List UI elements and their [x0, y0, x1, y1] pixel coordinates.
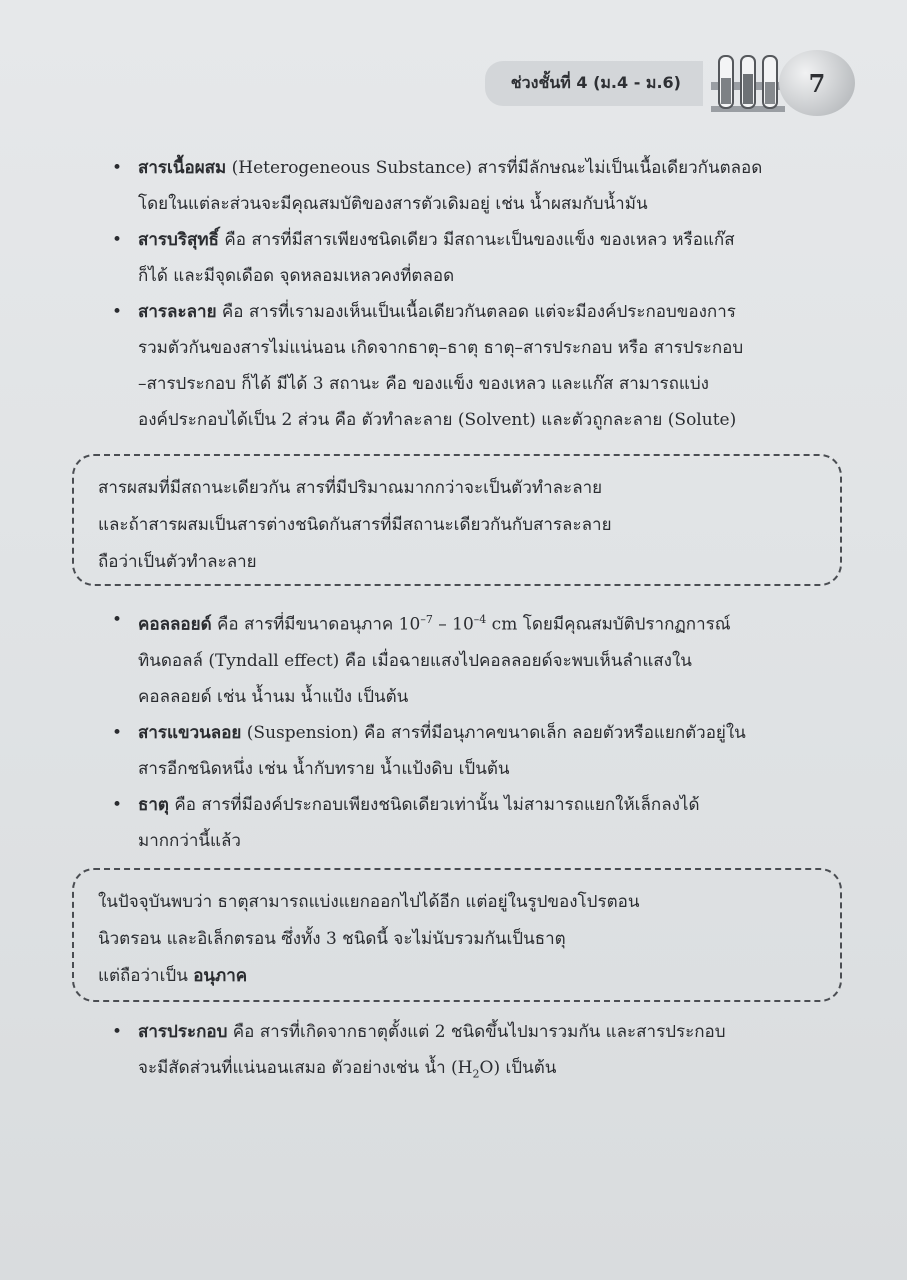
bullet-icon: • [112, 610, 123, 630]
bullet-icon: • [112, 722, 123, 743]
list-item [112, 715, 852, 787]
exponent: –7 [420, 613, 433, 626]
bullet-icon: • [112, 230, 123, 250]
list-item [112, 1014, 852, 1092]
note-text: และถ้าสารผสมเป็นสารต่างชนิดกันสารที่มีสถานะเดียวกันกับสารละลาย [98, 515, 612, 535]
item-text: –สารประกอบ ก็ได้ มีได้ 3 สถานะ คือ ของแข็ง ของเหลว และแก๊ส สามารถแบ่ง [138, 374, 709, 394]
term: สารประกอบ [138, 1022, 228, 1042]
item-text: โดยในแต่ละส่วนจะมีคุณสมบัติของสารตัวเดิมอยู่ เช่น น้ำผสมกับน้ำมัน [138, 194, 648, 214]
item-text: สารอีกชนิดหนึ่ง เช่น น้ำกับทราย น้ำแป้งดิบ เป็นต้น [138, 758, 510, 779]
item-text: คือ สารที่มีสารเพียงชนิดเดียว มีสถานะเป็นของแข็ง ของเหลว หรือแก๊ส [218, 230, 735, 250]
item-text: มากกว่านี้แล้ว [138, 830, 241, 851]
item-text: ก็ได้ และมีจุดเดือด จุดหลอมเหลวคงที่ตลอด [138, 266, 455, 286]
item-text: รวมตัวกันของสารไม่แน่นอน เกิดจากธาตุ–ธาตุ ธาตุ–สารประกอบ หรือ สารประกอบ [138, 338, 744, 358]
item-text: จะมีสัดส่วนที่แน่นอนเสมอ ตัวอย่างเช่น น้ำ (H [138, 1058, 473, 1078]
term: สารบริสุทธิ์ [138, 230, 219, 250]
item-text: คือ สารที่เกิดจากธาตุตั้งแต่ 2 ชนิดขึ้นไปมารวมกัน และสารประกอบ [227, 1022, 726, 1042]
term: ธาตุ [138, 794, 169, 815]
bullet-list-1 [112, 150, 852, 438]
exponent: –4 [473, 613, 487, 626]
subscript: 2 [472, 1067, 480, 1081]
list-item [112, 150, 852, 222]
bullet-list-2 [112, 602, 852, 859]
note-text: แต่ถือว่าเป็น [98, 966, 194, 986]
term: สารเนื้อผสม [138, 158, 227, 178]
note-text: ถือว่าเป็นตัวทำละลาย [98, 552, 257, 572]
list-item [112, 787, 852, 859]
item-text: (Heterogeneous Substance) สารที่มีลักษณะไม่เป็นเนื้อเดียวกันตลอด [226, 158, 763, 178]
test-tubes-icon [709, 52, 787, 114]
term: คอลลอยด์ [138, 614, 212, 635]
list-item [112, 222, 852, 294]
term: สารละลาย [138, 302, 217, 322]
note-text: ในปัจจุบันพบว่า ธาตุสามารถแบ่งแยกออกไปได้อีก แต่อยู่ในรูปของโปรตอน [98, 892, 640, 912]
note-box-1 [72, 454, 842, 586]
page-header [485, 52, 855, 114]
page-number: 7 [779, 50, 855, 116]
bullet-icon: • [112, 158, 123, 178]
bullet-icon: • [112, 794, 123, 815]
item-text: – 10 [432, 614, 474, 635]
note-emphasis: อนุภาค [193, 966, 248, 986]
list-item [112, 602, 852, 715]
item-text: คือ สารที่มีขนาดอนุภาค 10 [211, 614, 421, 635]
section-label: ช่วงชั้นที่ 4 (ม.4 - ม.6) [485, 61, 703, 106]
item-text: คือ สารที่มีองค์ประกอบเพียงชนิดเดียวเท่านั้น ไม่สามารถแยกให้เล็กลงได้ [168, 794, 700, 815]
item-text: องค์ประกอบได้เป็น 2 ส่วน คือ ตัวทำละลาย (Solvent) และตัวถูกละลาย (Solute) [138, 410, 737, 430]
term: สารแขวนลอย [138, 722, 242, 743]
bullet-icon: • [112, 1022, 123, 1042]
item-text: คอลลอยด์ เช่น น้ำนม น้ำแป้ง เป็นต้น [138, 686, 409, 707]
bullet-icon: • [112, 302, 123, 322]
note-box-2 [72, 868, 842, 1002]
note-text: นิวตรอน และอิเล็กตรอน ซึ่งทั้ง 3 ชนิดนี้ จะไม่นับรวมกันเป็นธาตุ [98, 929, 566, 949]
item-text: คือ สารที่เรามองเห็นเป็นเนื้อเดียวกันตลอด แต่จะมีองค์ประกอบของการ [216, 302, 736, 322]
item-text: cm โดยมีคุณสมบัติปรากฏการณ์ [486, 614, 731, 635]
item-text: (Suspension) คือ สารที่มีอนุภาคขนาดเล็ก ลอยตัวหรือแยกตัวอยู่ใน [241, 722, 746, 743]
item-text: ทินดอลล์ (Tyndall effect) คือ เมื่อฉายแสงไปคอลลอยด์จะพบเห็นลำแสงใน [138, 650, 692, 671]
list-item [112, 294, 852, 438]
bullet-list-3 [112, 1014, 852, 1092]
note-text: สารผสมที่มีสถานะเดียวกัน สารที่มีปริมาณมากกว่าจะเป็นตัวทำละลาย [98, 478, 603, 498]
item-text: O) เป็นต้น [479, 1058, 557, 1078]
